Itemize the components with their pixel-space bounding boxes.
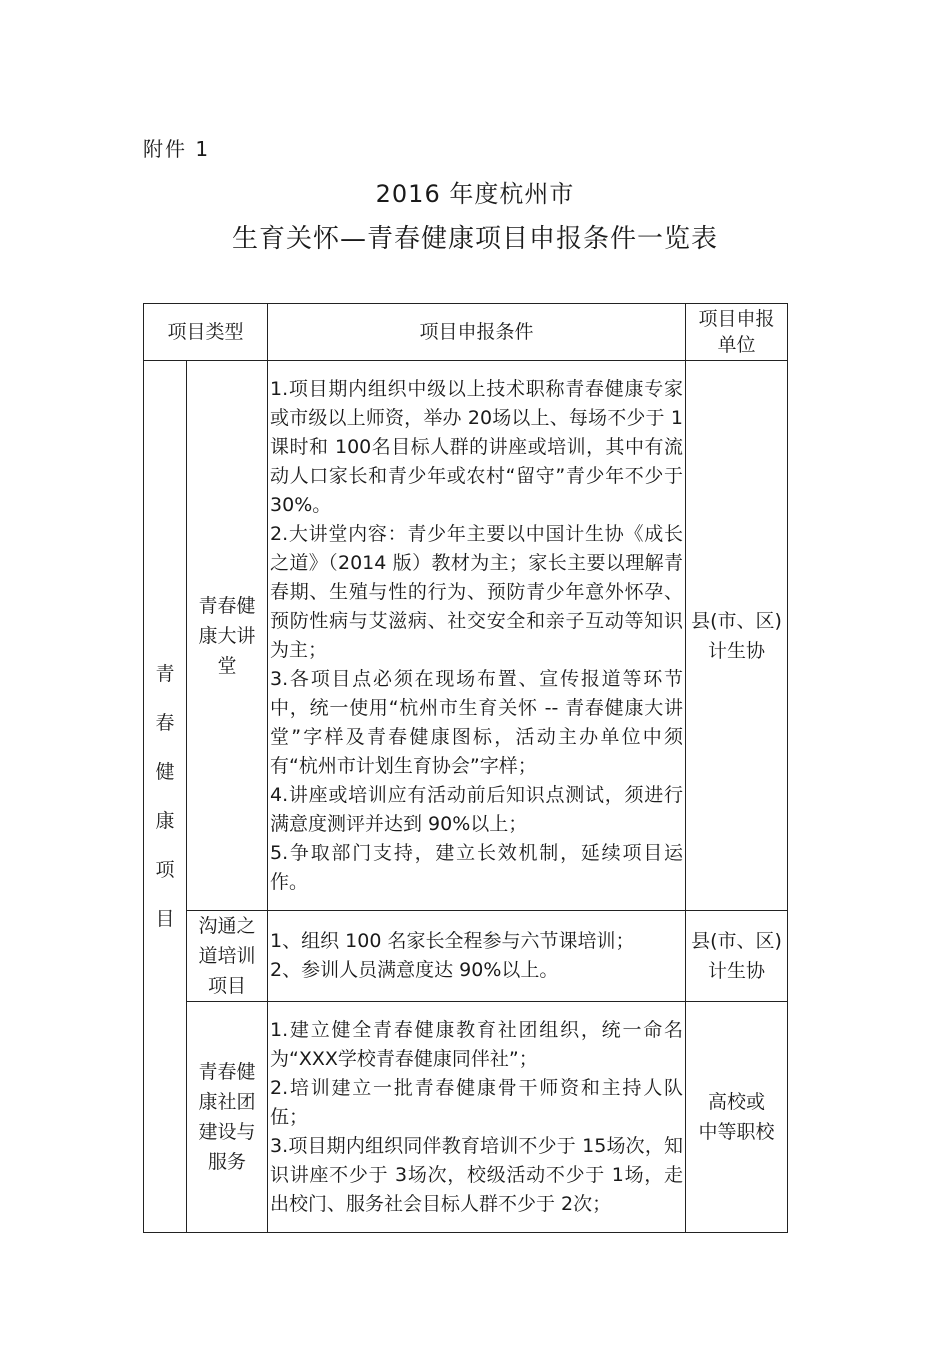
condition-item: 1.建立健全青春健康教育社团组织，统一命名为“XXX学校青春健康同伴社”； bbox=[270, 1018, 684, 1070]
project-name-line: 康社团 bbox=[198, 1091, 256, 1113]
table-row bbox=[144, 911, 788, 1002]
project-conditions-table bbox=[143, 303, 788, 1233]
category-char: 康 bbox=[155, 809, 175, 832]
table-header-row bbox=[144, 304, 788, 361]
table-row bbox=[144, 1002, 788, 1233]
project-name-cell bbox=[187, 1002, 268, 1233]
condition-item: 1、组织 100 名家长全程参与六节课培训； bbox=[270, 930, 635, 952]
unit-line: 县(市、区) bbox=[691, 609, 782, 632]
project-name-line: 堂 bbox=[217, 654, 237, 677]
conditions-cell bbox=[268, 361, 686, 911]
column-header-conditions: 项目申报条件 bbox=[268, 304, 686, 361]
applicant-unit-cell bbox=[686, 911, 788, 1002]
condition-item: 4.讲座或培训应有活动前后知识点测试，须进行满意度测评并达到 90%以上； bbox=[270, 783, 684, 835]
category-cell bbox=[144, 361, 187, 1233]
category-char: 健 bbox=[155, 760, 175, 783]
project-name-line: 青春健 bbox=[198, 594, 256, 617]
condition-item: 3.项目期内组织同伴教育培训不少于 15场次，知识讲座不少于 3场次，校级活动不少于 1场，走出校门、服务社会目标人群不少于 2次； bbox=[270, 1134, 684, 1215]
unit-line: 县(市、区) bbox=[691, 930, 782, 952]
condition-item: 2、参训人员满意度达 90%以上。 bbox=[270, 959, 559, 981]
project-name-line: 沟通之 bbox=[198, 915, 256, 937]
category-char: 项 bbox=[155, 858, 175, 881]
applicant-unit-cell bbox=[686, 361, 788, 911]
project-name-cell bbox=[187, 361, 268, 911]
condition-item: 3.各项目点必须在现场布置、宣传报道等环节中，统一使用“杭州市生育关怀 -- 青春健康大讲堂”字样及青春健康图标，活动主办单位中须有“杭州市计划生育协会”字样； bbox=[270, 667, 684, 777]
unit-line: 中等职校 bbox=[698, 1121, 775, 1143]
project-name-line: 建设与 bbox=[198, 1121, 256, 1143]
unit-line: 计生协 bbox=[708, 639, 766, 662]
unit-line: 计生协 bbox=[708, 960, 766, 982]
condition-item: 2.大讲堂内容：青少年主要以中国计生协《成长之道》（2014 版）教材为主；家长主要以理解青春期、生殖与性的行为、预防青少年意外怀孕、预防性病与艾滋病、社交安全和亲子互动等知识为主； bbox=[270, 522, 684, 661]
conditions-cell bbox=[268, 1002, 686, 1233]
condition-item: 1.项目期内组织中级以上技术职称青春健康专家或市级以上师资，举办 20场以上、每场不少于 1课时和 100名目标人群的讲座或培训，其中有流动人口家长和青少年或农村“留守”青少年不少于 30%。 bbox=[270, 377, 684, 516]
category-char: 春 bbox=[155, 711, 175, 734]
column-header-unit-line2: 单位 bbox=[717, 334, 756, 356]
applicant-unit-cell bbox=[686, 1002, 788, 1233]
condition-item: 2.培训建立一批青春健康骨干师资和主持人队伍； bbox=[270, 1076, 684, 1128]
document-title-line1: 2016 年度杭州市 bbox=[375, 180, 575, 208]
conditions-cell bbox=[268, 911, 686, 1002]
project-name-line: 服务 bbox=[208, 1151, 247, 1173]
column-header-unit bbox=[686, 304, 788, 361]
project-name-cell bbox=[187, 911, 268, 1002]
document-title-line2: 生育关怀—青春健康项目申报条件一览表 bbox=[231, 224, 718, 254]
table-row bbox=[144, 361, 788, 911]
project-name-line: 青春健 bbox=[198, 1061, 256, 1083]
project-name-line: 项目 bbox=[208, 975, 247, 997]
project-name-line: 道培训 bbox=[198, 945, 256, 967]
condition-item: 5.争取部门支持，建立长效机制，延续项目运作。 bbox=[270, 841, 684, 893]
unit-line: 高校或 bbox=[708, 1091, 766, 1113]
category-char: 青 bbox=[155, 662, 175, 685]
column-header-type: 项目类型 bbox=[144, 304, 268, 361]
attachment-label: 附件 1 bbox=[143, 137, 211, 161]
column-header-unit-line1: 项目申报 bbox=[698, 308, 775, 330]
project-name-line: 康大讲 bbox=[198, 624, 256, 647]
category-char: 目 bbox=[155, 907, 175, 930]
